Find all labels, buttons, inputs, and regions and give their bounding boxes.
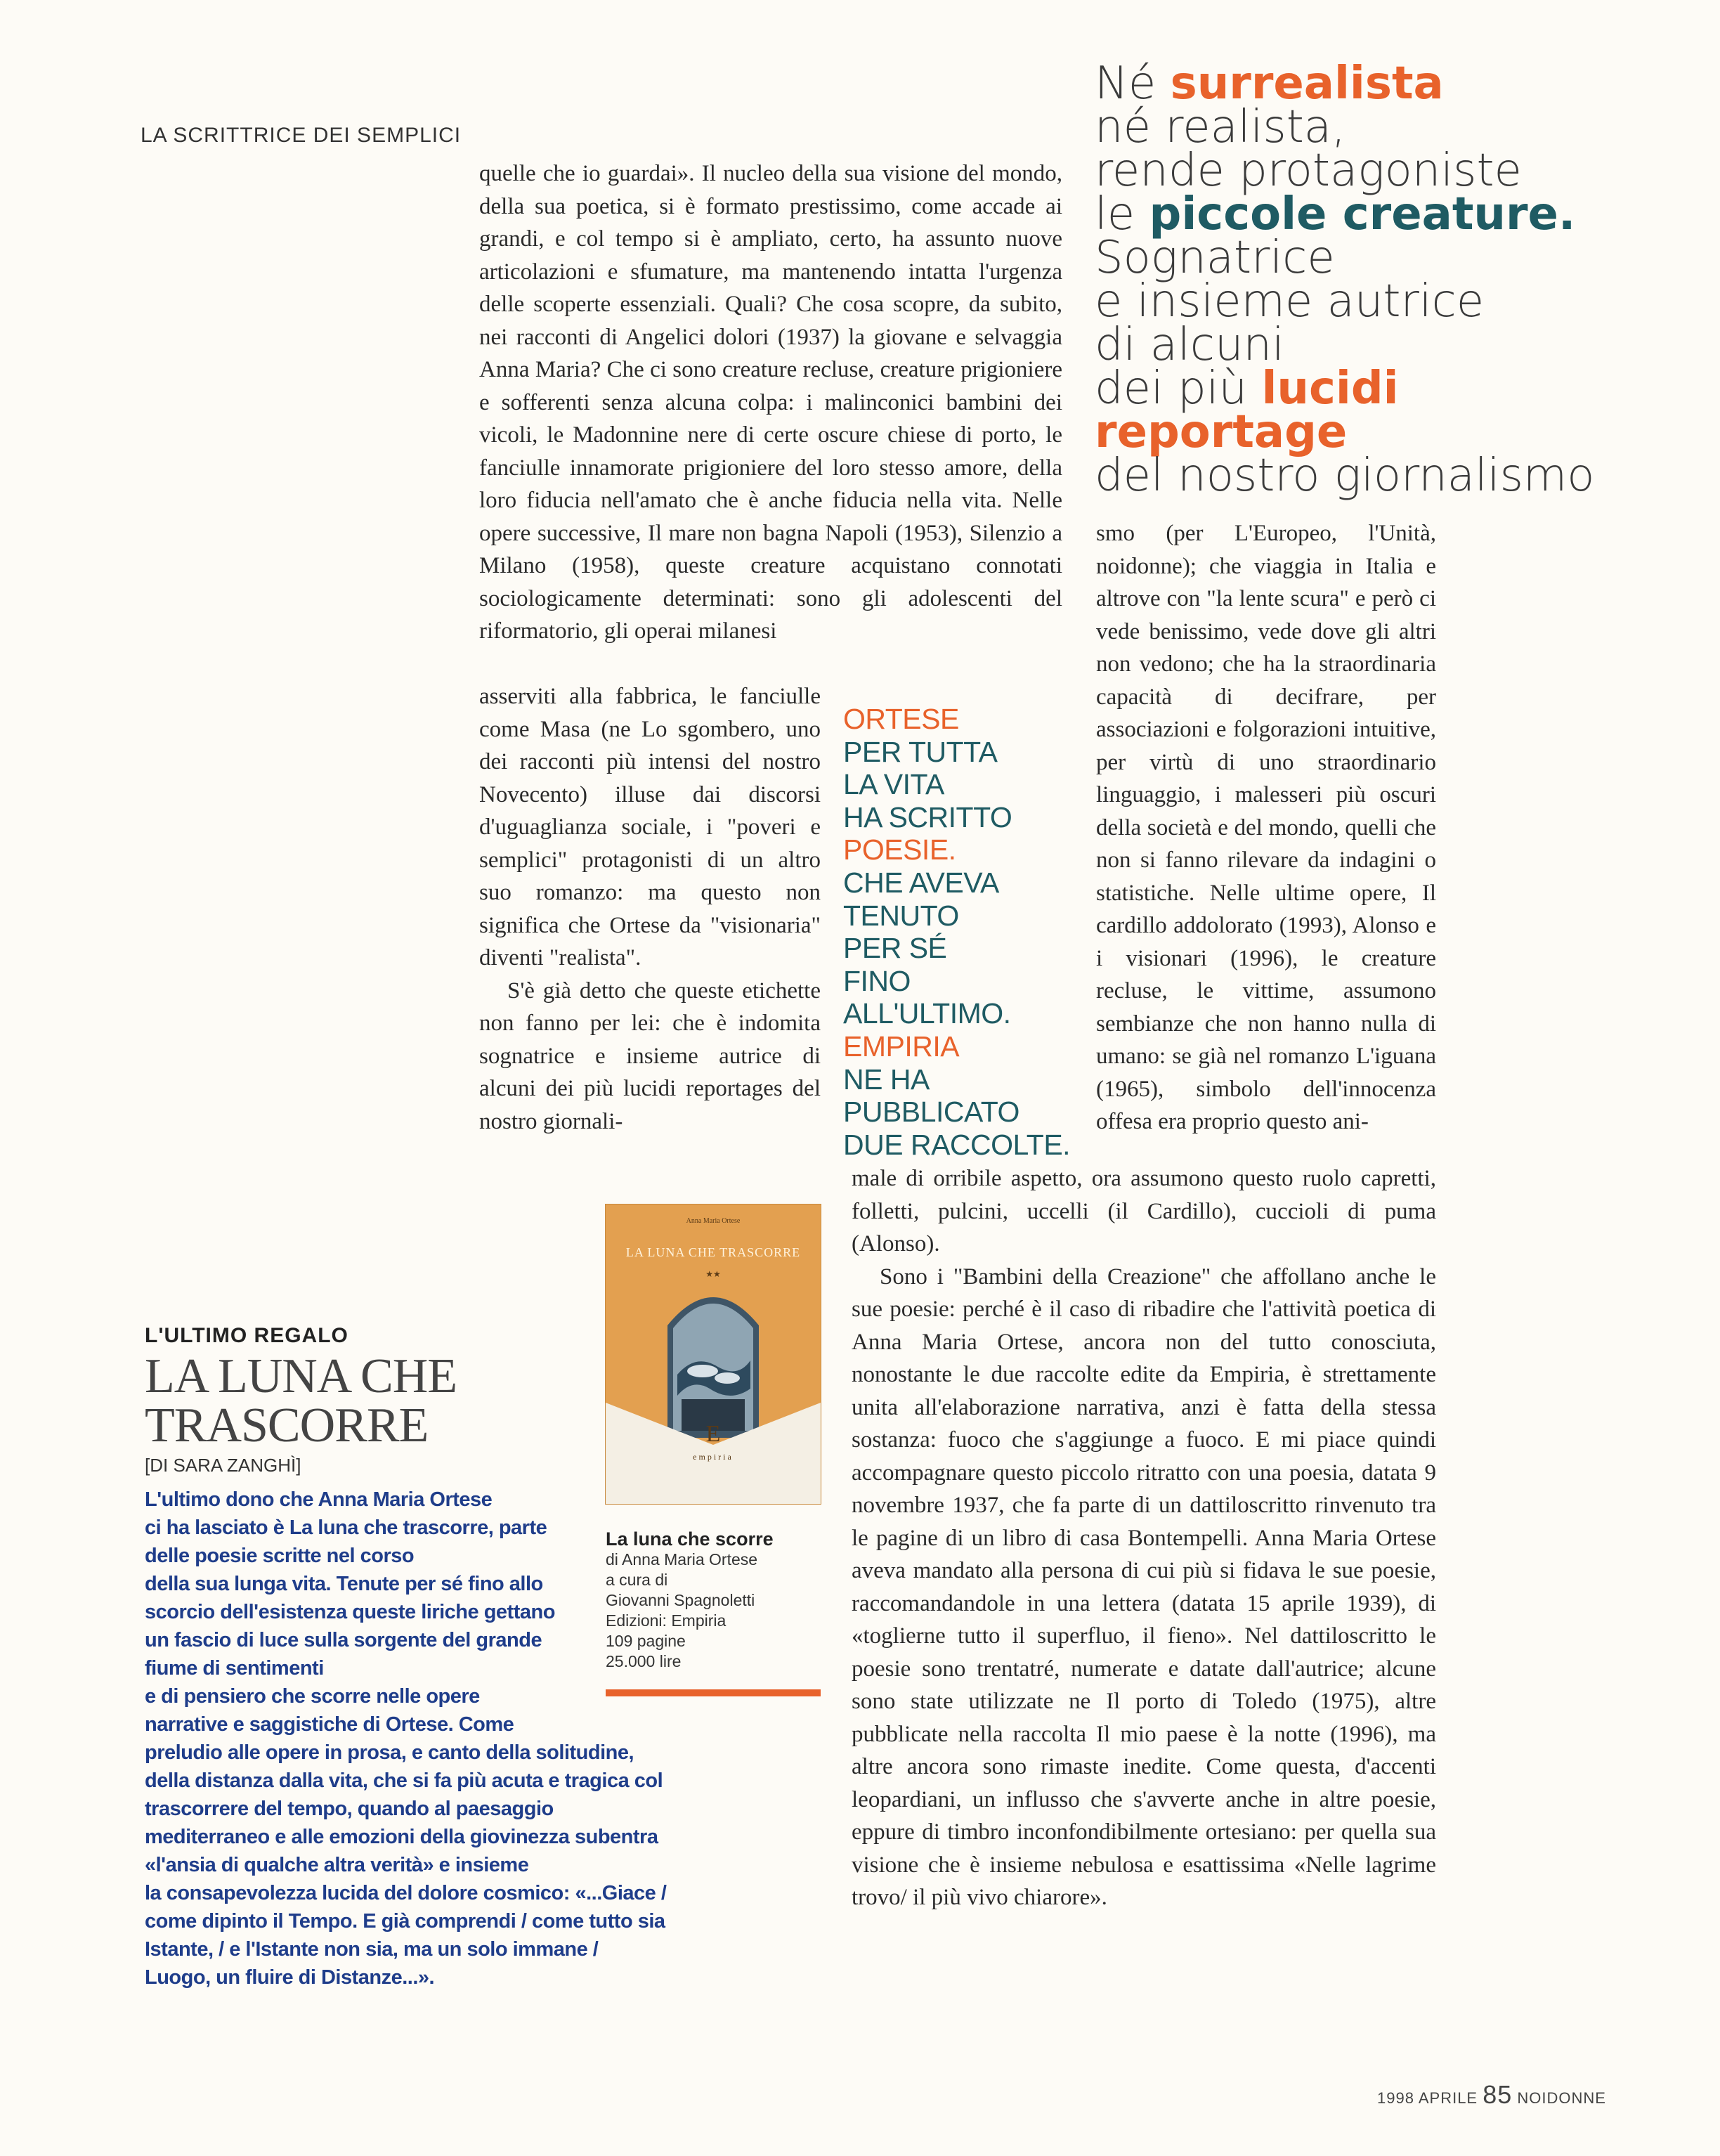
headline [1095,58,1699,502]
headline-line: di alcuni [1095,319,1284,371]
book-caption-curator: Giovanni Spagnoletti [606,1591,755,1609]
book-caption-price: 25.000 lire [606,1652,682,1670]
book-caption-curator-label: a cura di [606,1571,668,1589]
book-caption-pages: 109 pagine [606,1632,686,1650]
headline-line: reportage [1095,406,1348,458]
article-paragraph: S'è già detto che queste etichette non fanno per lei: che è indomita sognatrice e insieme autrice di alcuni dei più lucidi reportages del nostro giornali- [479,978,821,1134]
headline-line: le piccole creature. [1095,188,1576,240]
section-kicker: LA SCRITTRICE DEI SEMPLICI [141,124,462,147]
article-column-4 [852,1162,1436,1914]
headline-line: rende protagoniste [1095,145,1522,197]
book-cover-author: Anna Maria Ortese [686,1217,741,1225]
book-cover-image [606,1204,821,1504]
book-caption-author: di Anna Maria Ortese [606,1550,758,1569]
book-cover-stars: ★★ [705,1269,721,1279]
folio-date: 1998 APRILE [1377,2089,1478,2107]
book-caption-title: La luna che scorre [606,1528,774,1550]
headline-line: dei più lucidi [1095,363,1399,415]
sidebar-text: L'ultimo dono che Anna Maria Ortese ci ha lasciato è La luna che trascorre, parte delle poesie scritte nel corso della sua lunga vita. Tenute per sé fino allo scorcio dell'esistenza queste liriche gettano un fascio di luce sulla sorgente del grande fiume di sentimenti e di pensiero che scorre nelle opere narrative e saggistiche di Ortese. Come preludio alle opere in prosa, e canto della solitudine, della distanza dalla vita, che si fa più acuta e tragica col trascorrere del tempo, quando al paesaggio mediterraneo e alle emozioni della giovinezza subentra «l'ansia di qualche altra verità» e insieme la consapevolezza lucida del dolore cosmico: «...Giace / come dipinto il Tempo. E già comprendi / come tutto sia Istante, / e l'Istante non sia, ma un solo immane / Luogo, un fluire di Distanze...». [145,1488,667,1989]
folio-magazine: NOIDONNE [1517,2089,1606,2107]
book-caption-publisher: Edizioni: Empiria [606,1611,727,1630]
headline-line: né realista, [1095,101,1346,153]
article-column-1 [479,157,1062,648]
article-paragraph: Sono i "Bambini della Creazione" che affollano anche le sue poesie: perché è il caso di ribadire che l'attività poetica di Anna Maria Ortese, ancora non del tutto conosciuta, nonostante le due raccolte edite da Empiria, è strettamente unita all'elaborazione narrativa, anzi è fatta della stessa sostanza: fuoco che s'aggiunge a fuoco. E mi piace quindi accompagnare questo piccolo ritratto con una poesia, datata 9 novembre 1937, che fa parte di un dattiloscritto rinvenuto tra le pagine di un libro di casa Bontempelli. Anna Maria Ortese aveva mandato alla persona di cui più si fidava le sue poesie, raccomandandole in una lettera (datata 15 aprile 1939), di «toglierne tutto il superfluo, il fieno». Nel dattiloscritto le poesie sono trentatré, numerate e datate dall'autrice; alcune sono state utilizzate ne Il porto di Toledo (1975), altre pubblicate nella raccolta Il mio paese è la notte (1996), ma altre ancora sono rimaste inedite. Come questa, d'accenti leopardiani, un influsso che s'avverte anche in altre poesie, eppure di timbro inconfondibilmente ortesiano: per quella sua visione che è insieme nebulosa e esattissima «Nelle lagrime trovo/ il più vivo chiarore». [852,1264,1436,1910]
article-paragraph: smo (per L'Europeo, l'Unità, noidonne); che viaggia in Italia e altrove con "la lente scura" e però ci vede benissimo, vede dove gli altri non vedono; che ha la straordinaria capacità di decifrare, per associazioni e folgorazioni intuitive, per virtù di uno straordinario linguaggio, i malesseri più oscuri della società e del mondo, quelli che non si fanno rilevare da indagini o statistiche. Nelle ultime opere, Il cardillo addolorato (1993), Alonso e i visionari (1996), le creature recluse, le vittime, assumono sembianze che non hanno nulla di umano: se già nel romanzo L'iguana (1965), simbolo dell'innocenza offesa era proprio questo ani- [1096,521,1436,1134]
article-column-1-lower [479,680,821,1138]
publisher-logo-icon: E [705,1421,721,1447]
sidebar-byline: [DI SARA ZANGHÌ] [145,1455,301,1476]
pull-quote: ORTESE PER TUTTA LA VITA HA SCRITTO POESIE. CHE AVEVA TENUTO PER SÉ FINO ALL'ULTIMO. EMPIRIA NE HA PUBBLICATO DUE RACCOLTE. [843,703,1071,1161]
headline-line: Né surrealista [1095,58,1444,110]
article-paragraph: asserviti alla fabbrica, le fanciulle come Masa (ne Lo sgombero, uno dei racconti più intensi del nostro Novecento) illuse dai discorsi d'uguaglianza sociale, i "poveri e semplici" protagonisti di un altro suo romanzo: ma questo non significa che Ortese da "visionaria" diventi "realista". [479,684,821,970]
headline-line: Sognatrice [1095,232,1335,284]
article-paragraph: male di orribile aspetto, ora assumono questo ruolo capretti, folletti, pulcini, uccelli (il Cardillo), cuccioli di puma (Alonso). [852,1166,1436,1256]
book-cover-publisher: empiria [693,1452,734,1462]
book-cover-title: LA LUNA CHE TRASCORRE [625,1245,801,1259]
page-folio [1377,2080,1606,2110]
headline-line: del nostro giornalismo [1095,450,1595,502]
page-number: 85 [1483,2080,1513,2109]
article-column-3 [1096,517,1436,1138]
article-paragraph: quelle che io guardai». Il nucleo della sua visione del mondo, della sua poetica, si è formato prestissimo, come accade ai grandi, e col tempo si è ampliato, certo, ha assunto nuove articolazioni e sfumature, ma mantenendo intatta l'urgenza delle scoperte essenziali. Quali? Che cosa scopre, da subito, nei racconti di Angelici dolori (1937) la giovane e selvaggia Anna Maria? Che ci sono creature recluse, creature prigioniere e sofferenti senza alcuna colpa: i malinconici bambini dei vicoli, le Madonnine nere di certe oscure chiese di porto, le fanciulle innamorate prigioniere del loro stesso amore, della loro fiducia nell'amato che è anche fiducia nella vita. Nelle opere successive, Il mare non bagna Napoli (1953), Silenzio a Milano (1958), queste creature acquistano connotati sociologicamente determinati: sono gli adolescenti del riformatorio, gli operai milanesi [479,161,1062,644]
sidebar-title: LA LUNA CHE TRASCORRE [145,1349,457,1453]
sidebar-kicker: L'ULTIMO REGALO [145,1324,348,1347]
headline-line: e insieme autrice [1095,275,1485,327]
